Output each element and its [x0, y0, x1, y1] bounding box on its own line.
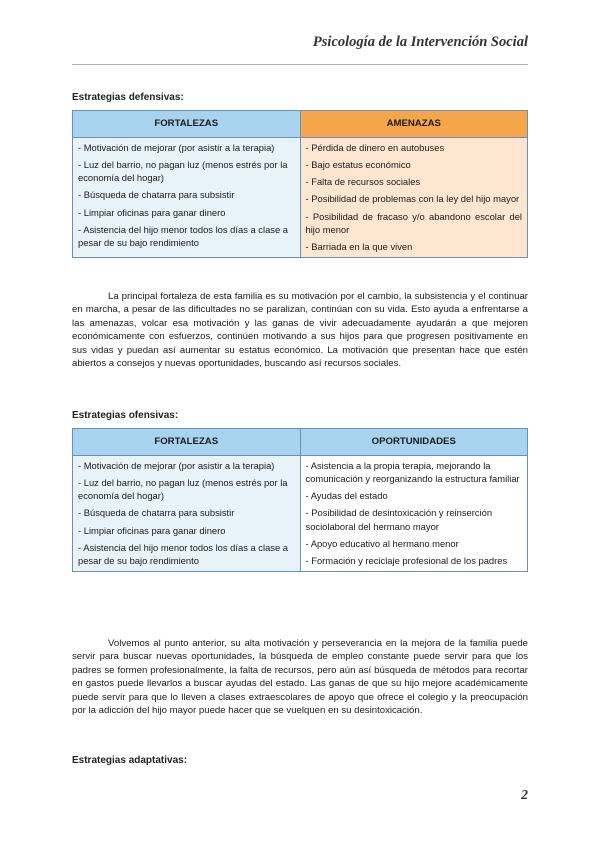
- offensive-strengths-cell: [73, 456, 301, 572]
- list-item: - Búsqueda de chatarra para subsistir: [78, 507, 235, 519]
- defensive-swot-table: [72, 110, 528, 258]
- list-item: - Motivación de mejorar (por asistir a la terapia): [78, 142, 275, 153]
- list-item: - Apoyo educativo al hermano menor: [305, 537, 459, 549]
- header-divider: [72, 64, 528, 65]
- defensive-threats-header: AMENAZAS: [300, 111, 528, 138]
- list-item: - Luz del barrio, no pagan luz (menos estrés por la economía del hogar): [78, 159, 288, 184]
- defensive-strengths-header: FORTALEZAS: [73, 111, 301, 138]
- defensive-heading: Estrategias defensivas:: [72, 92, 184, 103]
- offensive-paragraph: [72, 637, 528, 717]
- offensive-heading: Estrategias ofensivas:: [72, 410, 179, 421]
- list-item: - Pérdida de dinero en autobuses: [305, 142, 445, 153]
- list-item: - Falta de recursos sociales: [305, 176, 421, 188]
- defensive-threats-cell: [300, 138, 528, 258]
- list-item: - Ayudas del estado: [305, 490, 388, 502]
- offensive-paragraph-text: Volvemos al punto anterior, su alta motivación y perseverancia en la mejora de la familia puede servir para buscar nuevas oportunidades, la búsqueda de empleo constante puede servir para que los padres se formen profesionalmente, la falta de recursos, pero aún así búsqueda de métodos para recortar en gastos puede llevarlos a buscar ayudas del estado. Las ganas de que su hijo mejore académicamente puede servir para que lo lleven a clases extraescolares de apoyo que ofrece el colegio y la preocupación por la adicción del hijo mayor puede hacer que se vuelquen en su desintoxicación.: [72, 638, 528, 717]
- adaptive-heading: Estrategias adaptativas:: [72, 755, 188, 766]
- offensive-swot-table: [72, 428, 528, 572]
- list-item: - Luz del barrio, no pagan luz (menos estrés por la economía del hogar): [78, 477, 288, 502]
- defensive-strengths-cell: [73, 138, 301, 258]
- list-item: - Posibilidad de fracaso y/o abandono escolar del hijo menor: [305, 210, 522, 235]
- header-title: Psicología de la Intervención Social: [312, 34, 528, 50]
- page-number: 2: [521, 788, 528, 803]
- list-item: - Barriada en la que viven: [305, 240, 413, 252]
- defensive-paragraph: [72, 290, 528, 370]
- offensive-opportunities-header: OPORTUNIDADES: [300, 429, 528, 456]
- list-item: - Posibilidad de problemas con la ley del hijo mayor: [305, 193, 520, 205]
- list-item: - Búsqueda de chatarra para subsistir: [78, 189, 235, 201]
- list-item: - Posibilidad de desintoxicación y reinserción sociolaboral del hermano mayor: [305, 507, 493, 532]
- offensive-opportunities-cell: [300, 456, 528, 572]
- defensive-paragraph-text: La principal fortaleza de esta familia es su motivación por el cambio, la subsistencia y el continuar en marcha, a pesar de las dificultades no se paralizan, continúan con su vida. Esto ayuda a enfrentarse a las amenazas, volcar esa motivación y las ganas de vivir adecuadamente ayudarán a que mejoren económicamente con esfuerzos, continúen motivando a sus hijos para que progresen positivamente en sus vidas y puedan así aumentar su estatus económico. La motivación que presentan hace que estén abiertos a consejos y nuevas oportunidades, buscando así recursos sociales.: [72, 291, 528, 370]
- list-item: - Asistencia del hijo menor todos los días a clase a pesar de su bajo rendimiento: [78, 223, 289, 248]
- list-item: - Motivación de mejorar (por asistir a la terapia): [78, 460, 275, 471]
- list-item: - Formación y reciclaje profesional de los padres: [305, 554, 508, 566]
- list-item: - Limpiar oficinas para ganar dinero: [78, 524, 226, 536]
- list-item: - Asistencia a la propia terapia, mejorando la comunicación y reorganizando la estructura familiar: [305, 460, 520, 485]
- list-item: - Bajo estatus económico: [305, 159, 411, 171]
- list-item: - Limpiar oficinas para ganar dinero: [78, 206, 226, 218]
- offensive-strengths-header: FORTALEZAS: [73, 429, 301, 456]
- list-item: - Asistencia del hijo menor todos los días a clase a pesar de su bajo rendimiento: [78, 541, 289, 566]
